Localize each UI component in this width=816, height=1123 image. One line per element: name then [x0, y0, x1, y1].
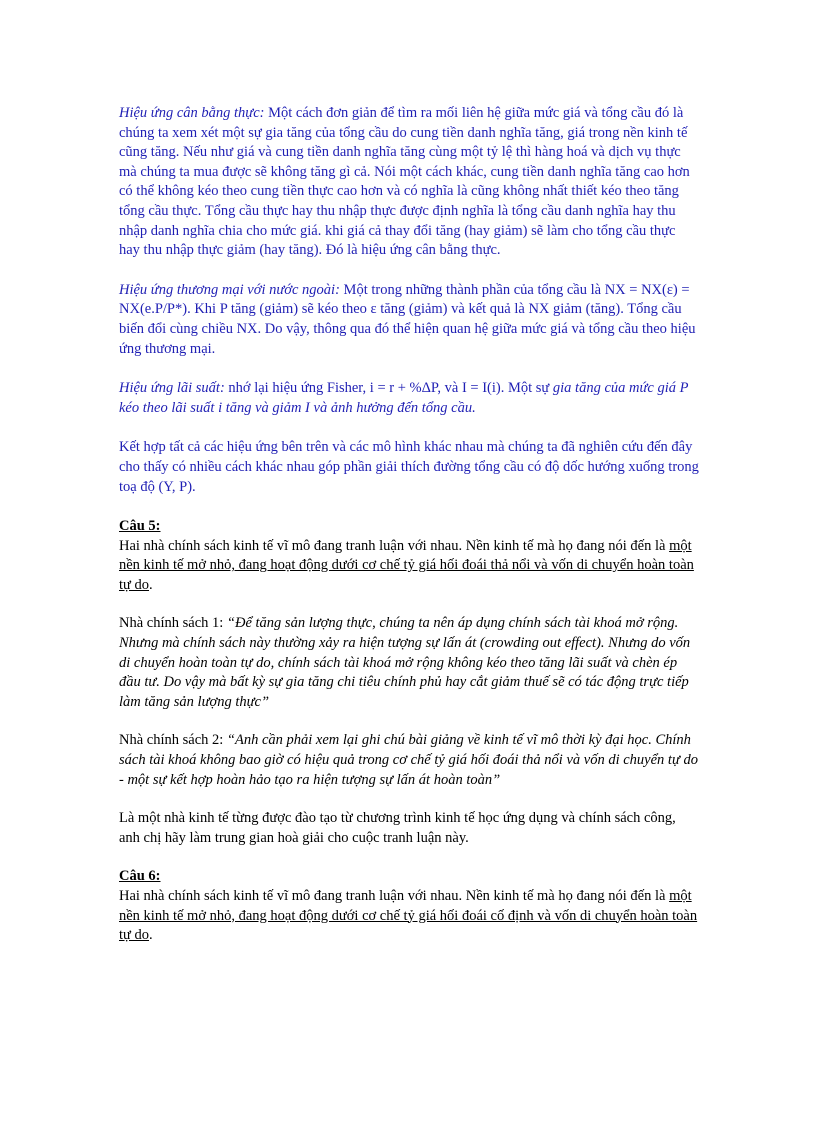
foreign-trade-effect-paragraph: [119, 281, 699, 359]
real-balance-effect-text: Một cách đơn giản để tìm ra mối liên hệ giữa mức giá và tổng cầu đó là chúng ta xem xét một sự gia tăng của tổng cầu do cung tiền danh nghĩa tăng, giá trong nền kinh tế cũng tăng. Nếu như giá và cung tiền danh nghĩa tăng cùng một tỷ lệ thì hàng hoá và dịch vụ thực mà chúng ta mua được sẽ không tăng gì cả. Nói một cách khác, cung tiền danh nghĩa tăng cao hơn có thể không kéo theo cung tiền thực cao hơn và có nghĩa là cũng không nhất thiết kéo theo tăng tổng cầu thực. Tổng cầu thực hay thu nhập thực được định nghĩa là tổng cầu danh nghĩa hay thu nhập danh nghĩa chia cho mức giá. khi giá cả thay đổi tăng (hay giảm) sẽ làm cho tổng cầu thực hay thu nhập thực giảm (hay tăng). Đó là hiệu ứng cân bằng thực.: [119, 105, 690, 259]
interest-rate-effect-italic: gia tăng của mức giá P kéo theo lãi suất i tăng và giảm I và ảnh hưởng đến tổng cầu.: [119, 380, 689, 416]
real-balance-effect-term: Hiệu ứng cân bằng thực:: [119, 105, 265, 121]
question-5-intro-text: Hai nhà chính sách kinh tế vĩ mô đang tranh luận với nhau. Nền kinh tế mà họ đang nói đến là: [119, 537, 670, 554]
policymaker-1-quote: “Để tăng sản lượng thực, chúng ta nên áp dụng chính sách tài khoá mở rộng. Nhưng mà chính sách này thường xảy ra hiện tượng sự lấn át (crowding out effect). Nhưng do vốn di chuyển hoàn toàn tự do, chính sách tài khoá mở rộng không kéo theo tăng lãi suất và chèn ép đầu tư. Do vậy mà bất kỳ sự gia tăng chi tiêu chính phủ hay cắt giảm thuế sẽ có tác động trực tiếp làm tăng sản lượng thực”: [119, 615, 691, 710]
question-6-intro: [119, 887, 699, 946]
question-5-intro-end: .: [149, 576, 153, 593]
question-5-economy-description: một nền kinh tế mở nhỏ, đang hoạt động dưới cơ chế tỷ giá hối đoái thả nổi và vốn di chuyển hoàn toàn tự do: [119, 537, 694, 593]
policymaker-1-label: Nhà chính sách 1:: [119, 615, 227, 632]
foreign-trade-effect-term: Hiệu ứng thương mại với nước ngoài:: [119, 281, 340, 298]
real-balance-effect-paragraph: [119, 104, 699, 261]
question-5-heading: Câu 5:: [119, 518, 161, 535]
summary-paragraph: Kết hợp tất cả các hiệu ứng bên trên và các mô hình khác nhau mà chúng ta đã nghiên cứu đến đây cho thấy có nhiều cách khác nhau góp phần giải thích đường tổng cầu có độ dốc hướng xuống trong toạ độ (Y, P).: [119, 439, 699, 495]
interest-rate-effect-text: nhớ lại hiệu ứng Fisher, i = r + %ΔP, và I = I(i). Một sự: [224, 380, 553, 397]
foreign-trade-effect-text: Một trong những thành phần của tổng cầu là NX = NX(ε) = NX(e.P/P*). Khi P tăng (giảm) sẽ kéo theo ε tăng (giảm) và kết quả là NX giảm (tăng). Tổng cầu biến đổi cùng chiều NX. Do vậy, thông qua đó thể hiện quan hệ giữa mức giá và tổng cầu theo hiệu ứng thương mại.: [119, 281, 696, 357]
question-5-intro: [119, 537, 699, 596]
document-page: [119, 104, 699, 946]
policymaker-2-label: Nhà chính sách 2:: [119, 732, 227, 749]
policymaker-2-quote: “Anh cần phải xem lại ghi chú bài giảng về kinh tế vĩ mô thời kỳ đại học. Chính sách tài khoá không bao giờ có hiệu quả trong cơ chế tỷ giá hối đoái thả nổi và vốn di chuyển tự do - một sự kết hợp hoàn hảo tạo ra hiện tượng sự lấn át hoàn toàn”: [119, 732, 698, 788]
question-6-economy-description: một nền kinh tế mở nhỏ, đang hoạt động dưới cơ chế tỷ giá hối đoái cố định và vốn di chuyển hoàn toàn tự do: [119, 888, 698, 944]
question-5-task: Là một nhà kinh tế từng được đào tạo từ chương trình kinh tế học ứng dụng và chính sách công, anh chị hãy làm trung gian hoà giải cho cuộc tranh luận này.: [119, 810, 676, 846]
interest-rate-effect-term: Hiệu ứng lãi suất:: [119, 380, 225, 397]
policymaker-1-statement: [119, 614, 699, 712]
policymaker-2-statement: [119, 731, 699, 790]
question-6-intro-end: .: [149, 927, 153, 944]
question-6-intro-text: Hai nhà chính sách kinh tế vĩ mô đang tranh luận với nhau. Nền kinh tế mà họ đang nói đến là: [119, 888, 670, 904]
interest-rate-effect-paragraph: [119, 379, 699, 418]
question-6-heading: Câu 6:: [119, 868, 161, 885]
